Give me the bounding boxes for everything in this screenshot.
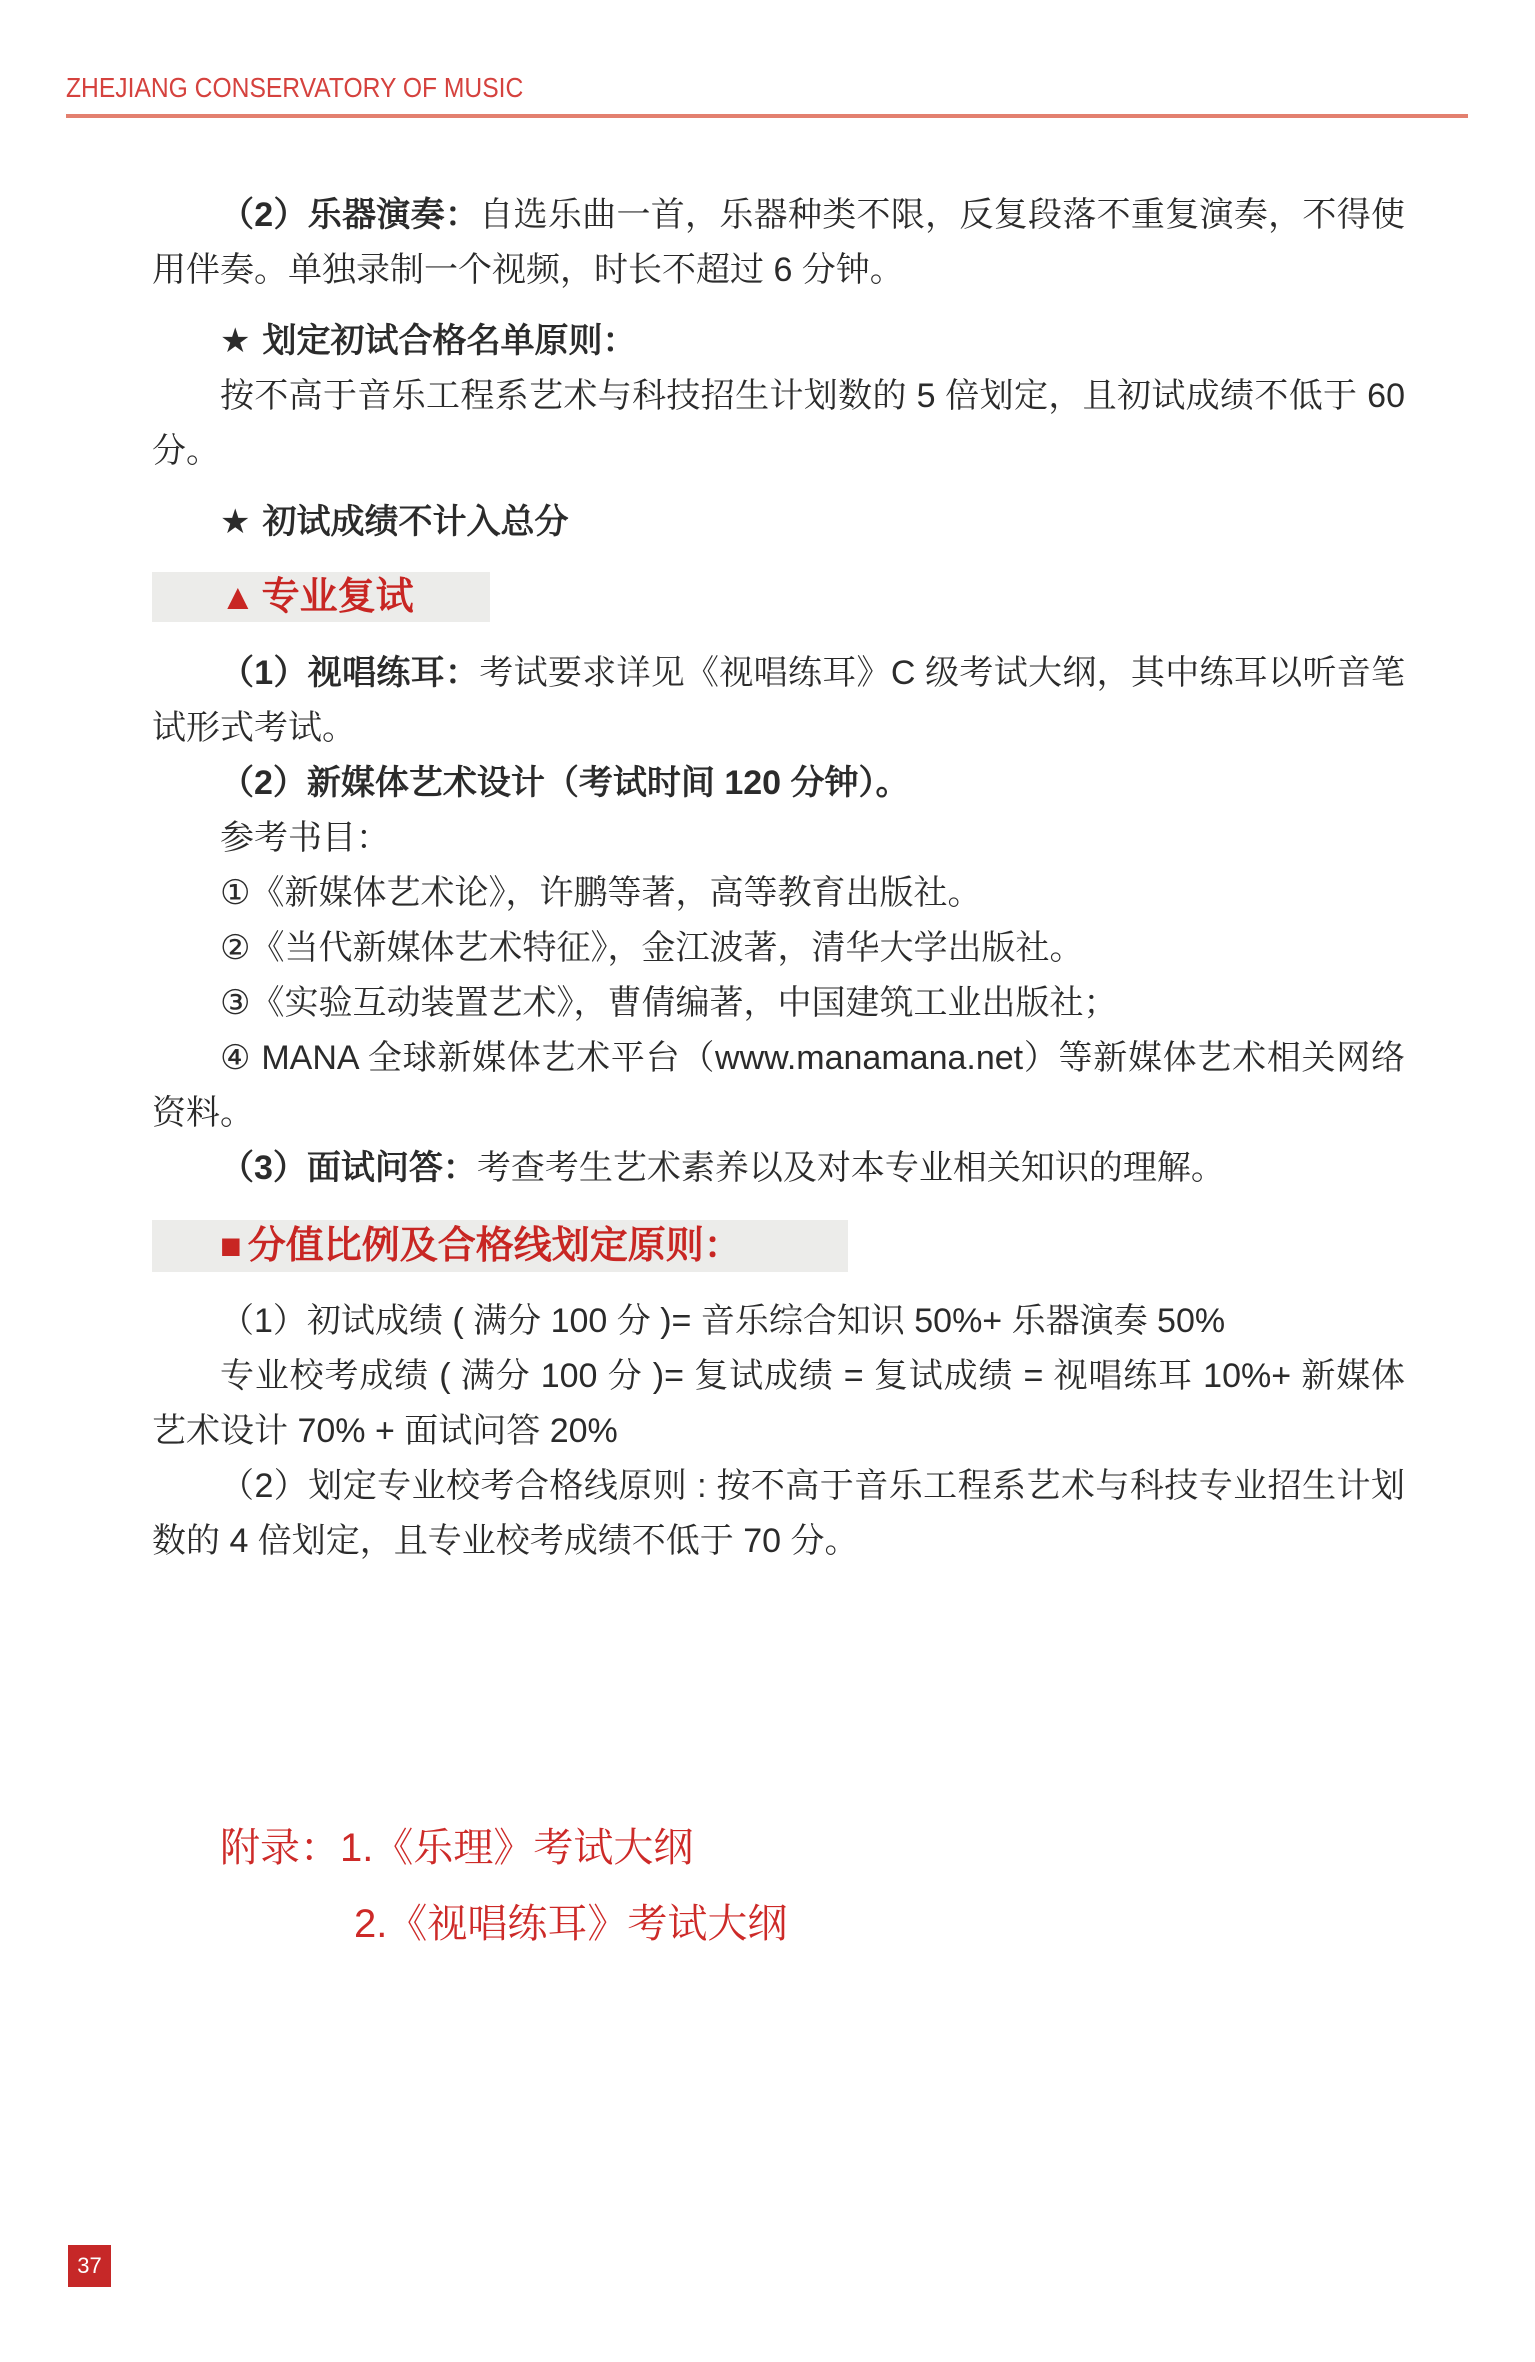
main-text-column <box>152 188 1405 1569</box>
appendix-line-2: 2.《视唱练耳》考试大纲 <box>354 1902 788 1946</box>
paragraph-rule-detail: 按不高于音乐工程系艺术与科技招生计划数的 5 倍划定，且初试成绩不低于 60 分。 <box>152 377 1405 470</box>
section-heading-title: 专业复试 <box>261 576 414 618</box>
star-icon: ★ <box>220 322 251 360</box>
section-heading-scoring <box>152 1220 848 1272</box>
paragraph-label: （3）面试问答： <box>220 1149 477 1187</box>
paragraph-label: （2）新媒体艺术设计（考试时间 120 分钟）。 <box>220 764 910 802</box>
page-number: 37 <box>77 2253 102 2278</box>
star-note-text: 初试成绩不计入总分 <box>262 503 569 541</box>
triangle-icon: ▲ <box>220 576 256 617</box>
star-rule-text: 划定初试合格名单原则： <box>262 322 637 360</box>
paragraph-instrument-performance <box>152 188 1405 298</box>
paragraph-text: 自选乐曲一首，乐器种类不限，反复段落不重复演奏，不得使用伴奏。单独录制一个视频，时长不超过 6 分钟。 <box>152 196 1405 289</box>
paragraph-label: （2）乐器演奏： <box>220 196 480 234</box>
appendix-line-1: 附录：1.《乐理》考试大纲 <box>220 1826 694 1870</box>
paragraph-text: 考试要求详见《视唱练耳》C 级考试大纲，其中练耳以听音笔试形式考试。 <box>152 654 1405 747</box>
header-divider-line <box>66 114 1468 118</box>
appendix-block <box>152 1810 1405 1962</box>
reference-item: ③《实验互动装置艺术》，曹倩编著，中国建筑工业出版社； <box>220 984 1118 1022</box>
paragraph-interview <box>152 1141 1405 1196</box>
paragraph-reference-title: 参考书目： <box>220 819 390 857</box>
paragraph-new-media-design <box>152 756 1405 811</box>
page-number-badge <box>68 2245 111 2287</box>
square-icon: ■ <box>220 1225 242 1266</box>
paragraph-text: 考查考生艺术素养以及对本专业相关知识的理解。 <box>476 1149 1225 1187</box>
paragraph-score-formula-1: （1）初试成绩 ( 满分 100 分 )= 音乐综合知识 50%+ 乐器演奏 50% <box>220 1302 1226 1340</box>
paragraph-sight-singing <box>152 646 1405 756</box>
paragraph-label: （1）视唱练耳： <box>220 654 480 692</box>
star-rule-line <box>152 314 1405 369</box>
section-heading-retest <box>152 572 490 622</box>
reference-item: ④ MANA 全球新媒体艺术平台（www.manamana.net）等新媒体艺术相关网络资料。 <box>152 1039 1405 1132</box>
section-heading-title: 分值比例及合格线划定原则： <box>247 1225 742 1267</box>
star-note-line <box>152 495 1405 550</box>
star-icon: ★ <box>220 503 251 541</box>
page-header-school-name: ZHEJIANG CONSERVATORY OF MUSIC <box>66 72 524 103</box>
reference-item: ①《新媒体艺术论》，许鹏等著，高等教育出版社。 <box>220 874 982 912</box>
paragraph-score-formula-2: 专业校考成绩 ( 满分 100 分 )= 复试成绩 = 复试成绩 = 视唱练耳 10%+ 新媒体艺术设计 70% + 面试问答 20% <box>152 1357 1405 1450</box>
paragraph-score-cutoff: （2）划定专业校考合格线原则 : 按不高于音乐工程系艺术与科技专业招生计划数的 4 倍划定，且专业校考成绩不低于 70 分。 <box>152 1467 1405 1560</box>
reference-item: ②《当代新媒体艺术特征》，金江波著，清华大学出版社。 <box>220 929 1084 967</box>
